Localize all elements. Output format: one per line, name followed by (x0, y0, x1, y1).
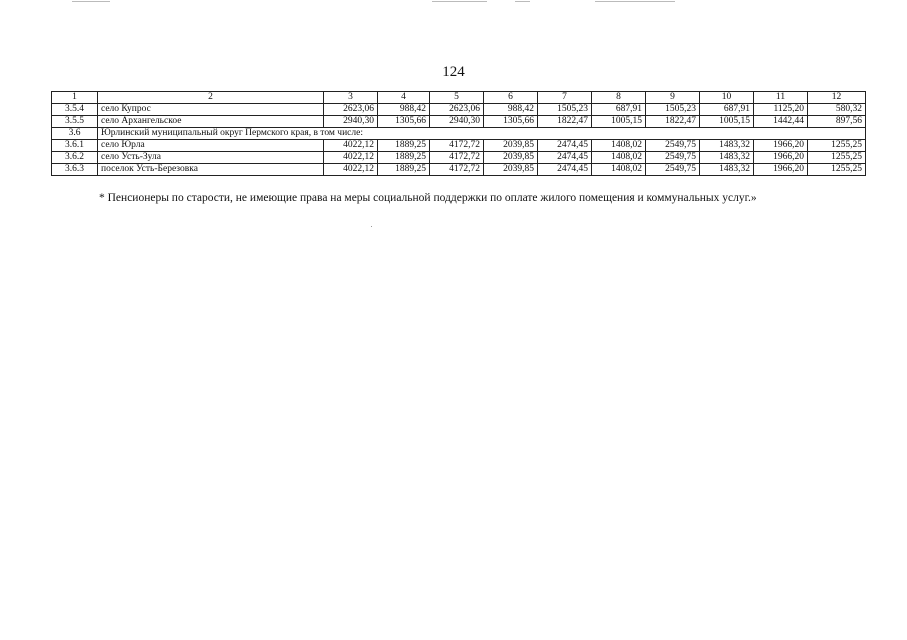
table-row (52, 116, 866, 128)
value-cell: 2039,85 (484, 164, 538, 176)
value-cell: 1505,23 (538, 104, 592, 116)
value-cell: 1483,32 (700, 152, 754, 164)
value-cell: 2623,06 (324, 104, 378, 116)
value-cell: 2039,85 (484, 140, 538, 152)
locality-cell: поселок Усть-Березовка (98, 164, 324, 176)
table-row (52, 164, 866, 176)
value-cell: 687,91 (592, 104, 646, 116)
header-cell: 5 (430, 92, 484, 104)
table-row (52, 140, 866, 152)
header-cell: 9 (646, 92, 700, 104)
value-cell: 1966,20 (754, 164, 808, 176)
value-cell: 1255,25 (808, 164, 866, 176)
value-cell: 1005,15 (700, 116, 754, 128)
value-cell: 1255,25 (808, 152, 866, 164)
value-cell: 2549,75 (646, 164, 700, 176)
value-cell: 1408,02 (592, 164, 646, 176)
table-row (52, 152, 866, 164)
value-cell: 4022,12 (324, 152, 378, 164)
header-cell: 7 (538, 92, 592, 104)
value-cell: 1889,25 (378, 140, 430, 152)
value-cell: 2549,75 (646, 152, 700, 164)
header-cell: 1 (52, 92, 98, 104)
value-cell: 1966,20 (754, 140, 808, 152)
value-cell: 687,91 (700, 104, 754, 116)
locality-cell: село Усть-Зула (98, 152, 324, 164)
value-cell: 897,56 (808, 116, 866, 128)
row-number-cell: 3.5.5 (52, 116, 98, 128)
value-cell: 2474,45 (538, 152, 592, 164)
row-number-cell: 3.6.1 (52, 140, 98, 152)
scan-top-marks (0, 0, 907, 6)
header-cell: 11 (754, 92, 808, 104)
value-cell: 1889,25 (378, 164, 430, 176)
value-cell: 988,42 (378, 104, 430, 116)
header-cell: 8 (592, 92, 646, 104)
value-cell: 1408,02 (592, 152, 646, 164)
value-cell: 1442,44 (754, 116, 808, 128)
row-number-cell: 3.6.3 (52, 164, 98, 176)
table-row (52, 104, 866, 116)
page-number: 124 (442, 64, 465, 80)
value-cell: 1822,47 (538, 116, 592, 128)
value-cell: 2623,06 (430, 104, 484, 116)
value-cell: 2940,30 (324, 116, 378, 128)
data-table (51, 91, 866, 176)
value-cell: 1966,20 (754, 152, 808, 164)
value-cell: 1305,66 (484, 116, 538, 128)
value-cell: 1889,25 (378, 152, 430, 164)
value-cell: 2474,45 (538, 140, 592, 152)
value-cell: 988,42 (484, 104, 538, 116)
value-cell: 4022,12 (324, 164, 378, 176)
value-cell: 1305,66 (378, 116, 430, 128)
value-cell: 4022,12 (324, 140, 378, 152)
value-cell: 1408,02 (592, 140, 646, 152)
header-cell: 3 (324, 92, 378, 104)
value-cell: 1125,20 (754, 104, 808, 116)
header-cell: 10 (700, 92, 754, 104)
table-header-row (52, 92, 866, 104)
value-cell: 1005,15 (592, 116, 646, 128)
value-cell: 4172,72 (430, 152, 484, 164)
value-cell: 1483,32 (700, 164, 754, 176)
locality-cell: Юрлинский муниципальный округ Пермского края, в том числе: (98, 128, 866, 140)
value-cell: 1505,23 (646, 104, 700, 116)
header-cell: 6 (484, 92, 538, 104)
header-cell: 12 (808, 92, 866, 104)
row-number-cell: 3.5.4 (52, 104, 98, 116)
value-cell: 4172,72 (430, 140, 484, 152)
locality-cell: село Архангельское (98, 116, 324, 128)
table-body (52, 92, 866, 176)
value-cell: 1255,25 (808, 140, 866, 152)
value-cell: 1483,32 (700, 140, 754, 152)
value-cell: 1822,47 (646, 116, 700, 128)
footnote: * Пенсионеры по старости, не имеющие права на меры социальной поддержки по оплате жилого помещения и коммунальных услуг.» (99, 192, 757, 204)
value-cell: 2039,85 (484, 152, 538, 164)
value-cell: 2940,30 (430, 116, 484, 128)
value-cell: 580,32 (808, 104, 866, 116)
row-number-cell: 3.6 (52, 128, 98, 140)
locality-cell: село Купрос (98, 104, 324, 116)
locality-cell: село Юрла (98, 140, 324, 152)
scan-speck (371, 226, 372, 227)
value-cell: 2549,75 (646, 140, 700, 152)
header-cell: 4 (378, 92, 430, 104)
row-number-cell: 3.6.2 (52, 152, 98, 164)
value-cell: 2474,45 (538, 164, 592, 176)
header-cell: 2 (98, 92, 324, 104)
section-row (52, 128, 866, 140)
value-cell: 4172,72 (430, 164, 484, 176)
